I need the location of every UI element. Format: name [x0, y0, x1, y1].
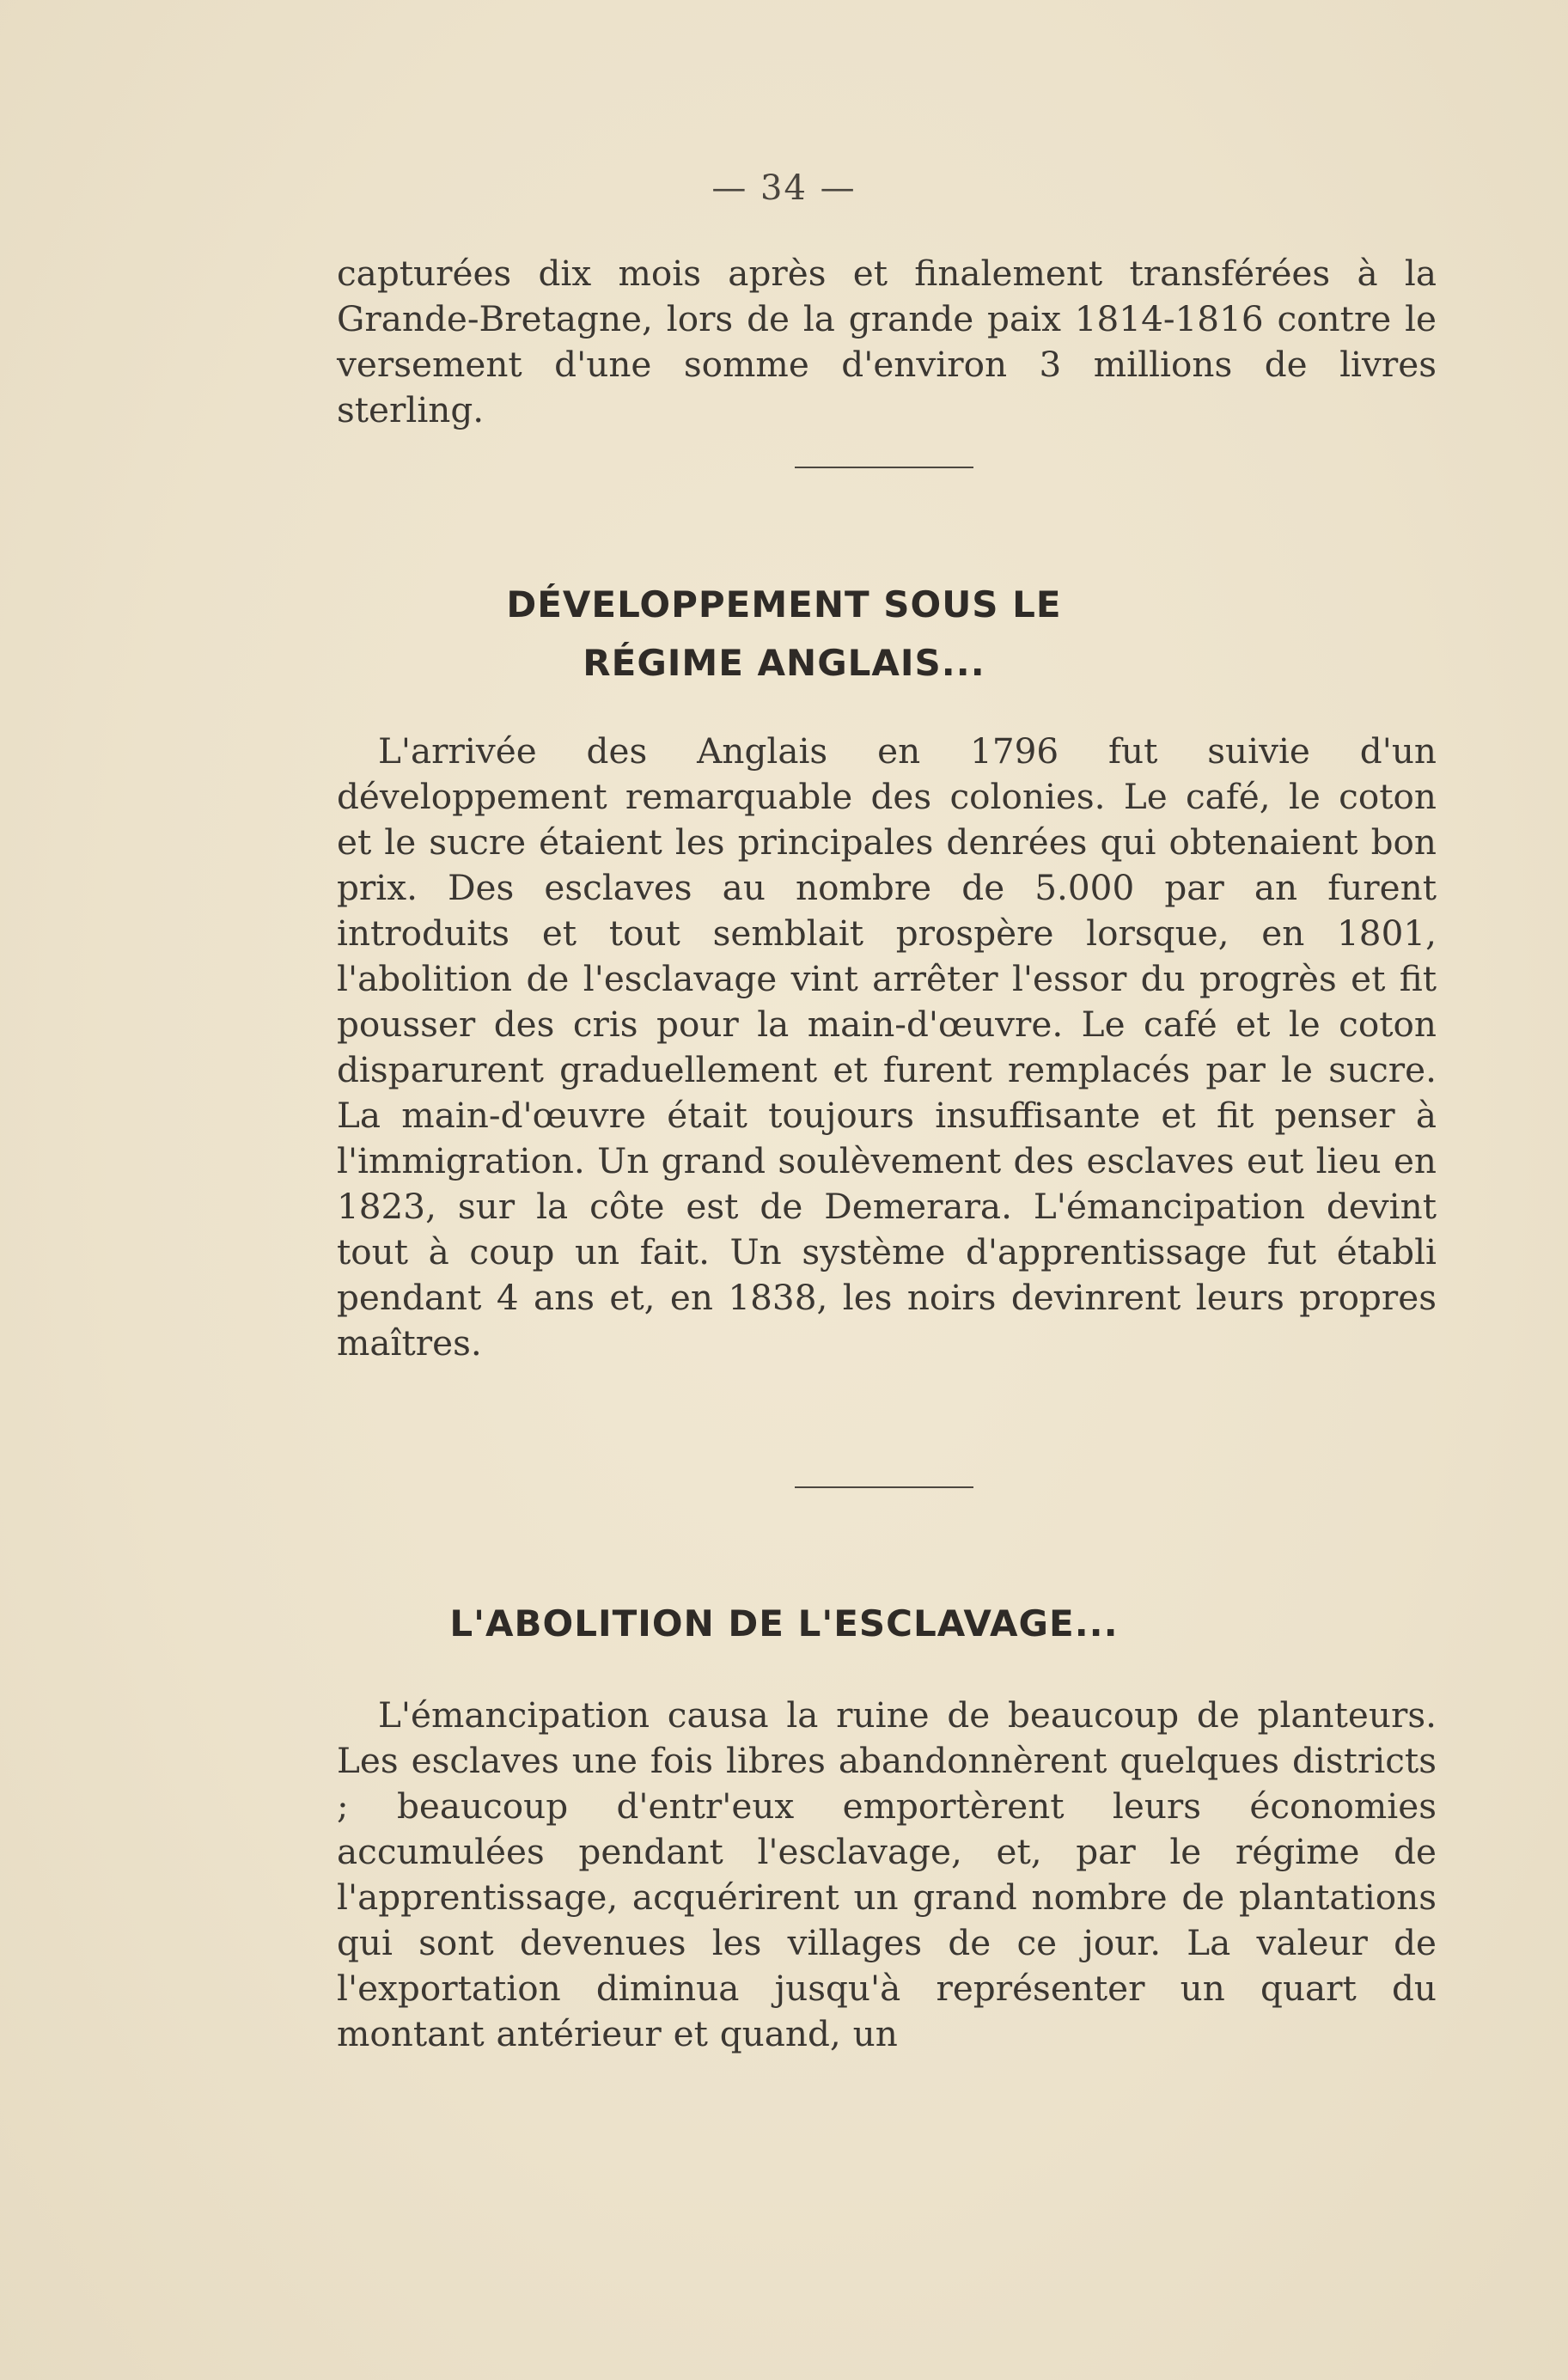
section-heading-development	[0, 576, 1568, 693]
continuation-paragraph: capturées dix mois après et finalement transférées à la Grande-Bretagne, lors de la grande paix 1814-1816 contre le versement d'une somme d'environ 3 millions de livres sterling.	[337, 253, 1437, 430]
page-number: — 34 —	[711, 168, 857, 208]
section-separator-2	[795, 1486, 973, 1488]
section-separator-1	[795, 467, 973, 468]
abolition-paragraph: L'émancipation causa la ruine de beaucoup de planteurs. Les esclaves une fois libres abandonnèrent quelques districts ; beaucoup d'entr'eux emportèrent leurs économies accumulées pendant l'esclavage, et, par le régime de l'apprentissage, acquérirent un grand nombre de plantations qui sont devenues les villages de ce jour. La valeur de l'exportation diminua jusqu'à représenter un quart du montant antérieur et quand, un	[337, 1694, 1437, 2054]
development-paragraph: L'arrivée des Anglais en 1796 fut suivie d'un développement remarquable des colonies. Le café, le coton et le sucre étaient les principales denrées qui obtenaient bon prix. Des esclaves au nombre de 5.000 par an furent introduits et tout semblait prospère lorsque, en 1801, l'abolition de l'esclavage vint arrêter l'essor du progrès et fit pousser des cris pour la main-d'œuvre. Le café et le coton disparurent graduellement et furent remplacés par le sucre. La main-d'œuvre était toujours insuffisante et fit penser à l'immigration. Un grand soulèvement des esclaves eut lieu en 1823, sur la côte est de Demerara. L'émancipation devint tout à coup un fait. Un système d'apprentissage fut établi pendant 4 ans et, en 1838, les noirs devinrent leurs propres maîtres.	[337, 730, 1437, 1364]
heading-line-1: DÉVELOPPEMENT SOUS LE	[506, 583, 1062, 626]
section-heading-abolition	[0, 1595, 1568, 1653]
heading-abolition-text: L'ABOLITION DE L'ESCLAVAGE...	[449, 1602, 1119, 1645]
heading-line-2: RÉGIME ANGLAIS...	[583, 642, 985, 684]
